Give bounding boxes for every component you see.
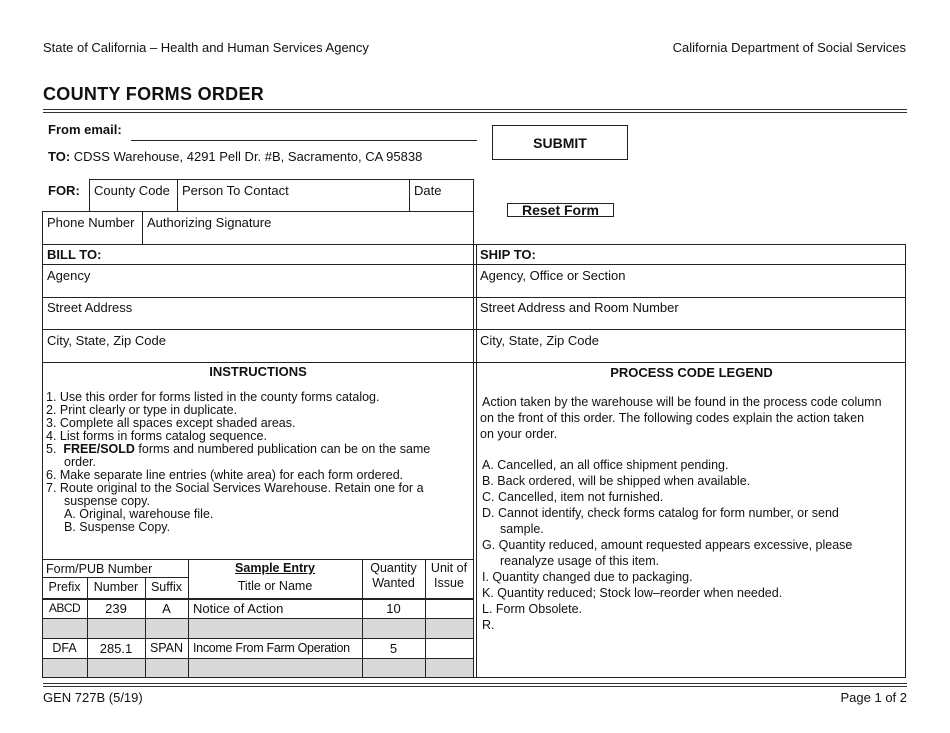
divider [42,559,474,560]
legend-code-cont: sample. [500,522,544,536]
row-suffix[interactable]: A [162,601,171,616]
divider [145,659,146,678]
bill-to-city-field[interactable]: City, State, Zip Code [47,333,166,348]
legend-intro-line: on the front of this order. The following codes explain the action taken [480,411,865,425]
legend-code: B. Back ordered, will be shipped when available. [482,474,751,488]
form-id: GEN 727B (5/19) [43,690,143,705]
divider [42,598,474,600]
title-rule-bottom [43,112,907,113]
legend-code: C. Cancelled, item not furnished. [482,490,664,504]
divider [42,638,474,639]
instruction-item: 1. Use this order for forms listed in the county forms catalog. [46,390,380,404]
row-number[interactable]: 239 [105,601,127,616]
to-line [48,149,422,164]
legend-code: I. Quantity changed due to packaging. [482,570,693,584]
sample-entry-header: Sample Entry [235,561,315,575]
title-or-name-header: Title or Name [237,579,313,593]
row-title[interactable]: Income From Farm Operation [193,641,350,655]
for-label: FOR: [48,183,80,198]
legend-code: R. [482,618,495,632]
issue-header: Issue [434,576,464,590]
divider [188,619,189,638]
divider [142,211,143,245]
divider [425,659,426,678]
to-address: CDSS Warehouse, 4291 Pell Dr. #B, Sacramento, CA 95838 [73,149,423,164]
unit-of-header: Unit of [430,561,468,575]
ship-to-heading: SHIP TO: [480,247,536,262]
bill-to-agency-field[interactable]: Agency [47,268,91,283]
legend-code: K. Quantity reduced; Stock low–reorder when needed. [482,586,783,600]
ship-to-street-field[interactable]: Street Address and Room Number [480,300,679,315]
bill-to-street-field[interactable]: Street Address [47,300,133,315]
number-header: Number [93,580,139,594]
divider [409,179,410,212]
row-title[interactable]: Notice of Action [193,601,284,616]
row-prefix[interactable]: DFA [52,641,77,655]
legend-intro-line: Action taken by the warehouse will be found in the process code column [482,395,882,409]
agency-header-left: State of California – Health and Human Services Agency [43,40,369,55]
divider [42,297,906,298]
row-suffix[interactable]: SPAN [149,641,184,655]
divider [362,619,363,638]
bill-to-heading: BILL TO: [47,247,102,262]
instruction-item: 2. Print clearly or type in duplicate. [46,403,238,417]
footer-rule-top [43,683,907,684]
person-to-contact-field[interactable]: Person To Contact [182,183,289,198]
legend-code: L. Form Obsolete. [482,602,583,616]
title-rule-top [43,109,907,110]
from-email-input[interactable] [131,122,477,141]
instruction-item: 4. List forms in forms catalog sequence. [46,429,267,443]
page-title: COUNTY FORMS ORDER [43,84,265,104]
county-code-field[interactable]: County Code [94,183,170,198]
prefix-header: Prefix [48,580,81,594]
legend-intro [480,394,904,442]
instructions-list [46,391,471,534]
legend-code: D. Cannot identify, check forms catalog for form number, or send [482,506,839,520]
divider [145,619,146,638]
instructions-heading: INSTRUCTIONS [209,364,307,379]
divider [362,659,363,678]
divider [473,362,474,678]
wanted-header: Wanted [372,576,415,590]
divider [473,244,474,363]
instruction-item: 7. Route original to the Social Services Warehouse. Retain one for a [46,481,424,495]
legend-code: G. Quantity reduced, amount requested appears excessive, please [482,538,853,552]
legend-code: A. Cancelled, an all office shipment pending. [482,458,729,472]
instruction-subitem: A. Original, warehouse file. [64,507,214,521]
instruction-item [46,443,471,456]
form-pub-number-header: Form/PUB Number [46,562,153,576]
suffix-header: Suffix [150,580,183,594]
shaded-row [43,619,473,638]
divider [425,619,426,638]
instruction-item: 3. Complete all spaces except shaded areas. [46,416,296,430]
divider [476,244,477,363]
divider [87,659,88,678]
agency-header-right: California Department of Social Services [672,40,906,55]
divider [42,577,188,578]
reset-form-button[interactable]: Reset Form [507,203,614,217]
ship-to-agency-field[interactable]: Agency, Office or Section [480,268,626,283]
free-sold-text: FREE/SOLD [63,442,135,456]
row-quantity[interactable]: 10 [386,601,401,616]
divider [42,329,906,330]
divider [188,659,189,678]
legend-codes [482,457,904,633]
instruction-subitem: B. Suspense Copy. [64,520,171,534]
ship-to-city-field[interactable]: City, State, Zip Code [480,333,599,348]
page-number: Page 1 of 2 [840,690,907,705]
instruction-item: 6. Make separate line entries (white area) for each form ordered. [46,468,404,482]
shaded-row [43,659,473,677]
instruction-number: 5. [46,442,57,456]
row-prefix[interactable]: ABCD [48,601,81,615]
divider [42,264,906,265]
instruction-cont: suspense copy. [64,494,150,508]
legend-code-cont: reanalyze usage of this item. [500,554,660,568]
row-number[interactable]: 285.1 [99,641,133,656]
legend-intro-line: on your order. [480,427,558,441]
to-label: TO: [48,149,71,164]
divider [87,619,88,638]
process-code-legend-heading: PROCESS CODE LEGEND [610,365,773,380]
phone-number-field[interactable]: Phone Number [47,215,135,230]
quantity-header: Quantity [370,561,417,575]
instruction-text: forms and numbered publication can be on the same [134,442,431,456]
address-grid [42,244,906,363]
instruction-cont: order. [64,455,96,469]
row-quantity[interactable]: 5 [389,641,398,656]
footer-rule-bottom [43,686,907,687]
authorizing-signature-field[interactable]: Authorizing Signature [147,215,272,230]
divider [177,179,178,212]
from-email-label: From email: [48,122,122,137]
divider [476,362,477,678]
submit-button[interactable]: SUBMIT [492,125,628,160]
date-field[interactable]: Date [414,183,442,198]
